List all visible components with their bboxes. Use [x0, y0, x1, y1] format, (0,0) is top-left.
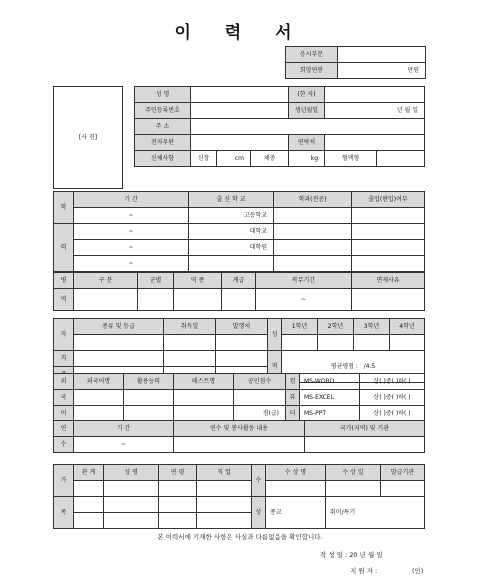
name-field[interactable]: [191, 87, 289, 103]
lang-header-skill: 활용능력: [124, 374, 174, 390]
grade-field[interactable]: [318, 335, 354, 351]
lang-test-field[interactable]: [174, 390, 234, 406]
mil-type-field[interactable]: [74, 289, 138, 311]
lang-header-score: 공인점수: [234, 374, 286, 390]
family-side-top: 가: [54, 465, 74, 497]
military-side-top: 병: [54, 273, 74, 289]
edu-status[interactable]: [352, 256, 425, 272]
apply-division-field[interactable]: [338, 47, 426, 63]
lic-header-date: 취득일: [164, 319, 216, 335]
fam-field[interactable]: [159, 481, 197, 497]
comp-name: MS-EXCEL: [300, 390, 360, 406]
document-title: 이 력 서: [174, 23, 306, 43]
email-label: 전자우편: [135, 135, 191, 151]
grade-side-top: 성: [268, 319, 282, 351]
edu-period[interactable]: ~: [74, 240, 189, 256]
photo-box: [53, 86, 123, 189]
edu-school[interactable]: 대학교: [189, 224, 274, 240]
height-field[interactable]: [217, 151, 251, 167]
lang-skill-field[interactable]: [124, 390, 174, 406]
cm-unit: cm: [234, 154, 244, 162]
train-header-period: 기 간: [74, 421, 174, 437]
edu-school[interactable]: 대학원: [189, 240, 274, 256]
grade-year-3: 3학년: [354, 319, 390, 335]
fam-field[interactable]: [104, 497, 159, 513]
award-field[interactable]: [266, 481, 326, 497]
training-side-top: 연: [54, 421, 74, 437]
lang-score-unit[interactable]: 점(급): [234, 406, 286, 422]
education-table: [53, 191, 425, 272]
comp-level[interactable]: 상( )중( )하( ): [360, 406, 425, 422]
award-side-top: 수: [252, 465, 266, 497]
fam-header-relation: 관 계: [74, 465, 104, 481]
fam-field[interactable]: [159, 497, 197, 513]
mil-header-period: 복무기간: [256, 273, 352, 289]
fam-header-name: 성 명: [104, 465, 159, 481]
train-header-content: 연수 및 봉사활동 내용: [174, 421, 305, 437]
award-field[interactable]: [381, 481, 425, 497]
training-side-bottom: 수: [54, 437, 74, 453]
mil-header-branch: 군별: [138, 273, 174, 289]
fam-field[interactable]: [74, 513, 104, 529]
fam-field[interactable]: [197, 497, 252, 513]
grade-field[interactable]: [282, 335, 318, 351]
contact-label: 연락처: [289, 135, 325, 151]
mil-header-rank: 계급: [222, 273, 256, 289]
written-date: 작 성 일 : 20 년 월 일: [320, 551, 383, 559]
desired-salary-label: 희망연봉: [286, 63, 338, 79]
education-side-bottom: 력: [54, 224, 74, 272]
edu-major[interactable]: [274, 240, 352, 256]
foreign-side-1: 외: [54, 374, 74, 390]
computer-side-3: 터: [286, 406, 300, 422]
award-header-name: 수 상 명: [266, 465, 326, 481]
contact-field[interactable]: [325, 135, 425, 151]
computer-side-1: 컴: [286, 374, 300, 390]
lic-type-field[interactable]: [74, 335, 164, 351]
comp-level[interactable]: 상( )중( )하( ): [360, 374, 425, 390]
family-table: [53, 464, 425, 529]
foreign-side-3: 어: [54, 406, 74, 422]
lic-type-field[interactable]: [74, 351, 164, 367]
mil-header-class: 역 종: [174, 273, 222, 289]
personal-info-table: [134, 86, 425, 167]
lic-header-type: 종류 및 등급: [74, 319, 164, 335]
body-label: 신체사항: [135, 151, 191, 167]
mil-header-type: 구 분: [74, 273, 138, 289]
rrn-field[interactable]: [191, 103, 289, 119]
weight-field[interactable]: [289, 151, 325, 167]
edu-status[interactable]: [352, 224, 425, 240]
edu-header-major: 학과(전공): [274, 192, 352, 208]
comp-name: MS-PPT: [300, 406, 360, 422]
mil-exempt-field[interactable]: [352, 289, 425, 311]
edu-period[interactable]: ~: [74, 256, 189, 272]
mil-period-field[interactable]: ~: [256, 289, 352, 311]
education-side-top: 학: [54, 192, 74, 224]
train-period-field[interactable]: ~: [74, 437, 174, 453]
edu-period[interactable]: ~: [74, 208, 189, 224]
fam-field[interactable]: [74, 481, 104, 497]
mil-rank-field[interactable]: [222, 289, 256, 311]
grade-side-bottom: 적: [268, 351, 282, 383]
fam-field[interactable]: [197, 481, 252, 497]
weight-label: 체중: [251, 151, 289, 167]
hanja-field[interactable]: [325, 87, 425, 103]
edu-school[interactable]: [189, 256, 274, 272]
train-content-field[interactable]: [174, 437, 305, 453]
birth-label: 생년월일: [289, 103, 325, 119]
language-table: [53, 373, 425, 422]
lang-header-test: 테스트명: [174, 374, 234, 390]
edu-major[interactable]: [274, 208, 352, 224]
comp-name: MS-WORD: [300, 374, 360, 390]
lang-score-field[interactable]: [234, 390, 286, 406]
grade-year-1: 1학년: [282, 319, 318, 335]
edu-header-status: 졸업(편입)여부: [352, 192, 425, 208]
avg-max: /4.5: [363, 362, 376, 370]
edu-major[interactable]: [274, 224, 352, 240]
edu-school[interactable]: 고등학교: [189, 208, 274, 224]
license-side-2: 격: [54, 351, 74, 367]
confirm-statement: 본 이력서에 기재한 사항은 사실과 다름없음을 확인합니다.: [157, 533, 323, 541]
hobby-field[interactable]: 취미/특기: [326, 497, 425, 529]
desired-salary-field[interactable]: [338, 63, 426, 79]
military-table: [53, 272, 425, 311]
rrn-label: 주민등록번호: [135, 103, 191, 119]
kg-unit: kg: [310, 154, 319, 162]
training-table: [53, 420, 425, 453]
height-label: 신장: [191, 151, 217, 167]
avg-label: 평균평점 :: [330, 362, 358, 370]
lic-header-issuer: 발행처: [216, 319, 268, 335]
foreign-side-2: 국: [54, 390, 74, 406]
blood-label: 혈액형: [325, 151, 377, 167]
fam-field[interactable]: [159, 513, 197, 529]
fam-field[interactable]: [197, 513, 252, 529]
edu-status[interactable]: [352, 240, 425, 256]
train-org-field[interactable]: [305, 437, 425, 453]
edu-major[interactable]: [274, 256, 352, 272]
grade-field[interactable]: [390, 335, 425, 351]
fam-field[interactable]: [74, 497, 104, 513]
family-side-bottom: 족: [54, 497, 74, 529]
birth-field[interactable]: 년 월 일: [325, 103, 425, 119]
edu-header-school: 출 신 학 교: [189, 192, 274, 208]
award-field[interactable]: [326, 481, 381, 497]
apply-division-label: 응시부문: [286, 47, 338, 63]
religion-field[interactable]: 종교: [266, 497, 326, 529]
lic-date-field[interactable]: [164, 335, 216, 351]
lic-date-field[interactable]: [164, 351, 216, 367]
grade-field[interactable]: [354, 335, 390, 351]
salary-unit: 만원: [407, 66, 419, 74]
edu-period[interactable]: ~: [74, 224, 189, 240]
fam-header-age: 연 령: [159, 465, 197, 481]
mil-branch-field[interactable]: [138, 289, 174, 311]
lic-issuer-field[interactable]: [216, 335, 268, 351]
edu-header-period: 기 간: [74, 192, 189, 208]
mil-header-exempt: 면제사유: [352, 273, 425, 289]
photo-placeholder[interactable]: [사 진]: [54, 87, 123, 189]
award-header-date: 수 상 일: [326, 465, 381, 481]
name-label: 성 명: [135, 87, 191, 103]
train-header-org: 국가(지역) 및 기관: [305, 421, 425, 437]
address-label: 주 소: [135, 119, 191, 135]
edu-status[interactable]: [352, 208, 425, 224]
mil-class-field[interactable]: [174, 289, 222, 311]
fam-header-job: 직 업: [197, 465, 252, 481]
military-side-bottom: 역: [54, 289, 74, 311]
address-field[interactable]: [191, 119, 425, 135]
comp-level[interactable]: 상( )중( )하( ): [360, 390, 425, 406]
award-header-issuer: 발급기관: [381, 465, 425, 481]
blood-field[interactable]: [377, 151, 425, 167]
email-field[interactable]: [191, 135, 289, 151]
fam-field[interactable]: [104, 481, 159, 497]
application-table: [285, 46, 426, 79]
grade-year-2: 2학년: [318, 319, 354, 335]
award-side-bottom: 상: [252, 497, 266, 529]
applicant-label: 지 원 자 :: [350, 567, 378, 575]
fam-field[interactable]: [104, 513, 159, 529]
lang-header-name: 외국어명: [74, 374, 124, 390]
grade-year-4: 4학년: [390, 319, 425, 335]
computer-side-2: 퓨: [286, 390, 300, 406]
lic-issuer-field[interactable]: [216, 351, 268, 367]
seal-mark: (인): [412, 567, 424, 575]
license-side-1: 자: [54, 319, 74, 351]
hanja-label: (한 자): [289, 87, 325, 103]
lang-name-field[interactable]: [74, 390, 124, 406]
